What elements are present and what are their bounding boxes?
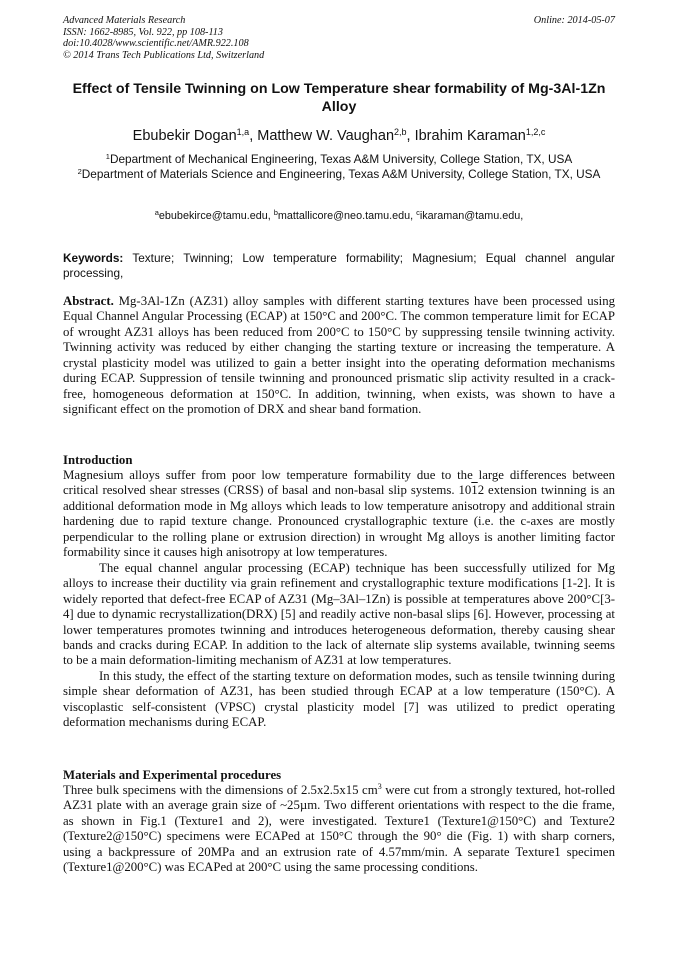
author-name: Ebubekir Dogan [132,128,237,144]
affiliation-2 [63,167,615,182]
affiliation-sup: 2 [77,166,82,176]
journal-copyright: © 2014 Trans Tech Publications Ltd, Switzerland [63,49,265,61]
affiliation-sup: 1 [105,152,110,161]
author-affil-sup: 1,a [236,127,250,137]
email-sup: c [416,208,420,217]
section-heading-introduction: Introduction [63,453,133,467]
author-list [55,127,623,145]
miller-index-bar: 1 [471,483,478,498]
affiliation-1 [63,152,615,167]
journal-header [63,15,264,61]
author-name: Ibrahim Karaman [414,128,526,144]
email-link[interactable]: ikaraman@tamu.edu, [419,210,524,222]
author-emails [63,210,615,223]
paragraph-text: were cut from a strongly textured, hot-rolled AZ31 plate with an average grain size of ~25µm. Two different orientations with respect to the die frame, as shown in Fig.1 (Texture1 and 2), were investigated. Texture1 (Texture1@150°C) and Texture2 (Texture2@150°C) specimens were ECAPed at 150°C through the 90° die (Fig. 1) with sharp corners, using a backpressure of 20MPa and an extrusion rate of 4.57mm/min. A separate Texture1 specimen (Texture1@200°C) was ECAPed at 200°C using the same processing conditions. [63,783,615,875]
author-separator: , [406,128,415,144]
author-affil-sup: 1,2,c [525,127,546,137]
paragraph-text: Three bulk specimens with the dimensions of 2.5x2.5x15 cm [63,783,378,797]
email-link[interactable]: mattallicore@neo.tamu.edu, [277,210,417,222]
email-link[interactable]: ebubekirce@tamu.edu, [158,210,274,222]
online-date: Online: 2014-05-07 [533,15,615,26]
keywords-label: Keywords: [63,251,124,265]
author-separator: , [249,128,258,144]
keywords [63,251,615,281]
affiliations [63,152,615,181]
abstract [63,294,615,418]
email-sup: b [273,208,278,217]
introduction-body [63,468,615,731]
email-sup: a [154,208,159,217]
journal-doi: doi:10.4028/www.scientific.net/AMR.922.108 [63,38,249,49]
abstract-label: Abstract. [63,294,114,308]
journal-issn: ISSN: 1662-8985, Vol. 922, pp 108-113 [63,26,223,38]
abstract-text: Mg-3Al-1Zn (AZ31) alloy samples with different starting textures have been processed using Equal Channel Angular Processing (ECAP) at 150°C and 200°C. The common temperature limit for ECAP of wrought AZ31 alloys has been reduced from 200°C to 150°C by suppressing tensile twinning activity. Twinning activity was reduced by either changing the starting texture or increasing the temperature. A crystal plasticity model was utilized to gain a better insight into the operating deformation mechanisms during ECAP. Suppression of tensile twinning and pronounced prismatic slip activity resulted in a crack-free, homogeneous deformation at 150°C. In addition, twinning, when exists, was shown to have a significant effect on the promotion of DRX and shear band formation. [63,294,615,417]
affiliation-text: Department of Mechanical Engineering, Texas A&M University, College Station, TX, USA [109,152,573,166]
paper-title: Effect of Tensile Twinning on Low Temperature shear formability of Mg-3Al-1Zn Alloy [72,81,606,115]
author-name: Matthew W. Vaughan [257,128,395,144]
affiliation-text: Department of Materials Science and Engineering, Texas A&M University, College Station, TX, USA [81,166,601,181]
keywords-text: Texture; Twinning; Low temperature formability; Magnesium; Equal channel angular processing, [63,251,615,280]
journal-name: Advanced Materials Research [63,15,186,26]
materials-body [63,783,615,876]
author-affil-sup: 2,b [394,127,407,137]
section-heading-materials: Materials and Experimental procedures [63,768,282,782]
paragraph: In this study, the effect of the starting texture on deformation modes, such as tensile twinning during simple shear deformation of AZ31, has been studied through ECAP at a low temperature (150°C). A viscoplastic self-consistent (VPSC) crystal plasticity model [7] was utilized to predict operating deformation mechanisms during ECAP. [63,668,615,730]
superscript: 3 [377,782,382,791]
paragraph: The equal channel angular processing (ECAP) technique has been successfully utilized for Mg alloys to increase their ductility via grain refinement and crystallographic texture modifications [1-2]. It is widely reported that defect-free ECAP of AZ31 (Mg–3Al–1Zn) is possible at temperatures above 200°C[3-4] due to dynamic recrystallization(DRX) [5] and readily active non-basal slips [6]. However, processing at lower temperatures promotes twinning and introduces heterogeneous deformation, thereby causing shear bands and cracks during ECAP. In addition to the lack of alternate slip systems available, twinning seems to be a main deformation-limiting mechanism of AZ31 at low temperatures. [63,560,615,668]
paragraph-text: Magnesium alloys suffer from poor low temperature formability due to the large differences between critical resolved shear stresses (CRSS) of basal and non-basal slip systems. 10 [63,468,615,498]
paragraph-text: 2 extension twinning is an additional deformation mode in Mg alloys which leads to low temperature anisotropy and additional strain hardening due to rapid texture change. Pronounced crystallographic texture (i.e. the c-axes are mostly perpendicular to the rolling plane or extrusion direction) in wrought Mg alloys is another limiting factor formability since it causes high anisotropy at low temperatures. [63,483,616,560]
paragraph [63,468,615,561]
